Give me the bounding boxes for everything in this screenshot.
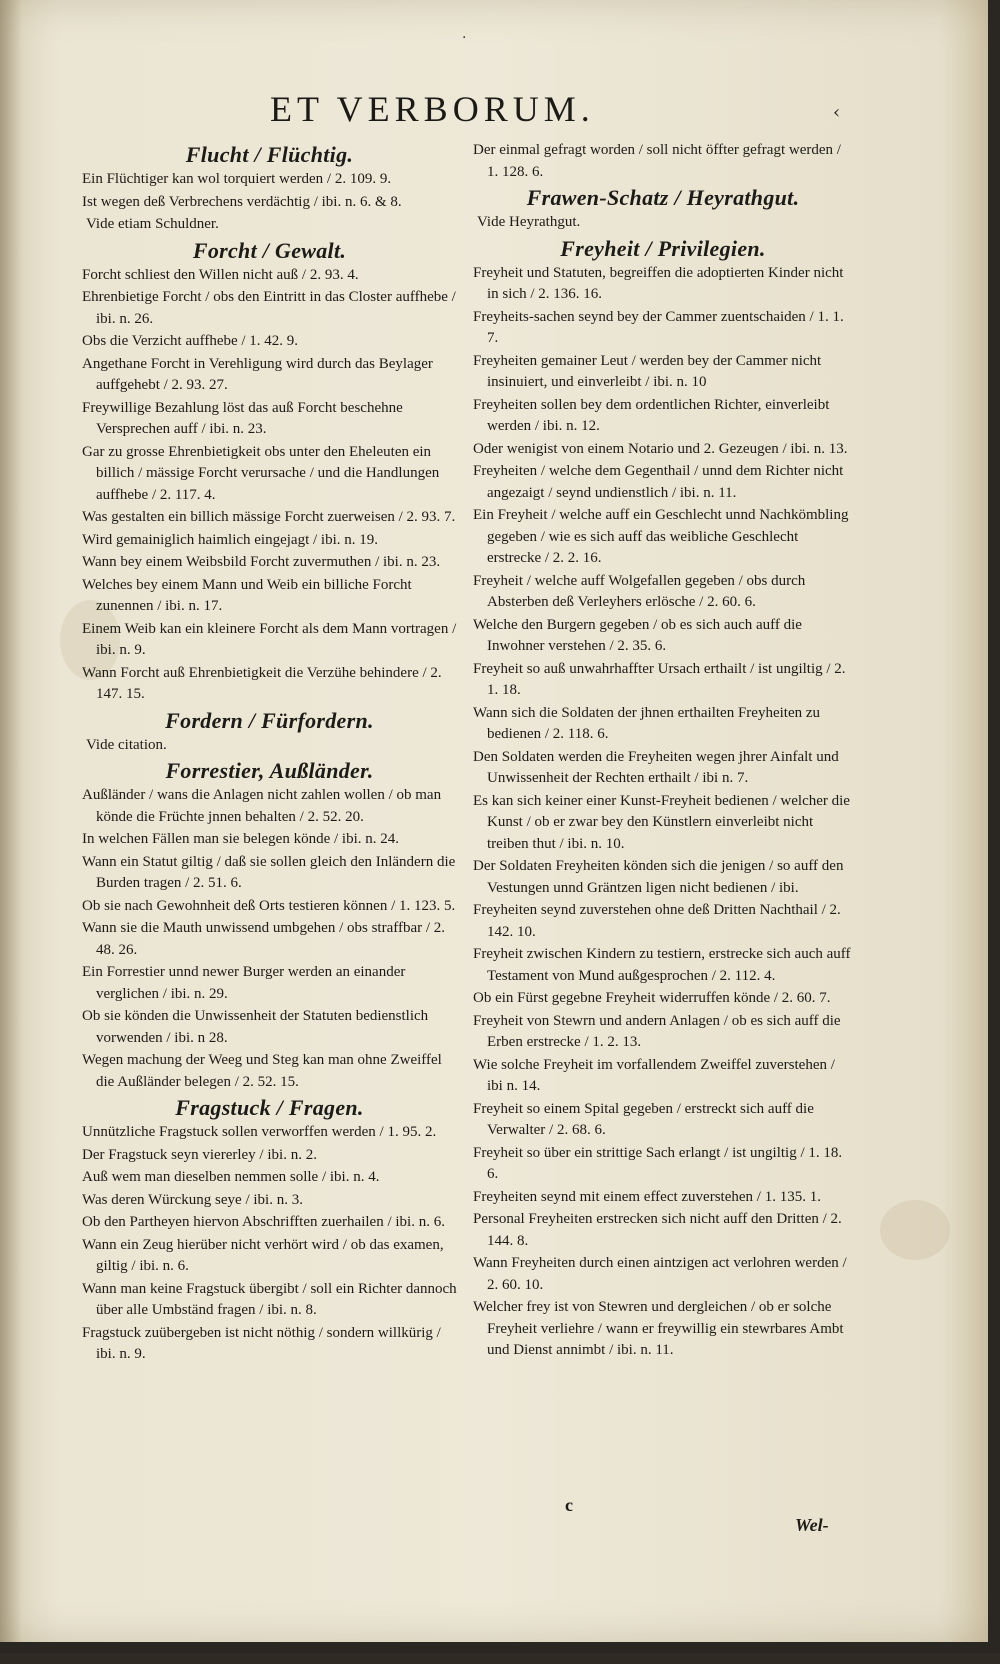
index-entry: Wann sich die Soldaten der jhnen erthailten Freyheiten zu bedienen / 2. 118. 6. <box>473 703 853 746</box>
index-entry: Wann sie die Mauth unwissend umbgehen / obs straffbar / 2. 48. 26. <box>82 918 457 961</box>
index-entry: Freyheit / welche auff Wolgefallen gegeben / obs durch Absterben deß Verleyhers erlösche / 2. 60. 6. <box>473 571 853 614</box>
index-entry: Wegen machung der Weeg und Steg kan man ohne Zweiffel die Außländer belegen / 2. 52. 15. <box>82 1050 457 1093</box>
index-entry: Wann bey einem Weibsbild Forcht zuvermuthen / ibi. n. 23. <box>82 552 457 574</box>
index-entry: Was gestalten ein billich mässige Forcht zuerweisen / 2. 93. 7. <box>82 507 457 529</box>
index-entry: Ein Forrestier unnd newer Burger werden an einander verglichen / ibi. n. 29. <box>82 962 457 1005</box>
index-entry: Forcht schliest den Willen nicht auß / 2. 93. 4. <box>82 265 457 287</box>
spine-shadow <box>0 0 22 1642</box>
catchword: Wel- <box>795 1515 829 1536</box>
index-entry: Wann Freyheiten durch einen aintzigen act verlohren werden / 2. 60. 10. <box>473 1253 853 1296</box>
index-heading: Forcht / Gewalt. <box>82 237 457 264</box>
index-heading: Forrestier, Außländer. <box>82 757 457 784</box>
index-entry: Freyheits-sachen seynd bey der Cammer zuentschaiden / 1. 1. 7. <box>473 307 853 350</box>
index-entry: Freyheit von Stewrn und andern Anlagen / ob es sich auff die Erben erstrecke / 1. 2. 13. <box>473 1011 853 1054</box>
left-column <box>82 140 457 1367</box>
index-entry: Freyheiten / welche dem Gegenthail / unnd dem Richter nicht angezaigt / seynd undienstlich / ibi. n. 11. <box>473 461 853 504</box>
index-entry: Wann Forcht auß Ehrenbietigkeit die Verzühe behindere / 2. 147. 15. <box>82 663 457 706</box>
index-entry: Welches bey einem Mann und Weib ein billiche Forcht zunennen / ibi. n. 17. <box>82 575 457 618</box>
index-entry: Freyheit so auß unwahrhaffter Ursach erthailt / ist ungiltig / 2. 1. 18. <box>473 659 853 702</box>
index-entry: Ob sie könden die Unwissenheit der Statuten bedienstlich vorwenden / ibi. n 28. <box>82 1006 457 1049</box>
index-entry: Auß wem man dieselben nemmen solle / ibi. n. 4. <box>82 1167 457 1189</box>
index-entry: Wann man keine Fragstuck übergibt / soll ein Richter dannoch über alle Umbständ fragen / ibi. n. 8. <box>82 1279 457 1322</box>
index-heading: Frawen-Schatz / Heyrathgut. <box>473 184 853 211</box>
index-entry: Wird gemainiglich haimlich eingejagt / ibi. n. 19. <box>82 530 457 552</box>
index-entry: Freyheit so über ein strittige Sach erlangt / ist ungiltig / 1. 18. 6. <box>473 1143 853 1186</box>
index-entry: Wann ein Statut giltig / daß sie sollen gleich den Inländern die Burden tragen / 2. 51. 6. <box>82 852 457 895</box>
index-entry: Ist wegen deß Verbrechens verdächtig / ibi. n. 6. & 8. <box>82 192 457 214</box>
index-entry: Der einmal gefragt worden / soll nicht öffter gefragt werden / 1. 128. 6. <box>473 140 853 183</box>
cross-reference: Vide etiam Schuldner. <box>82 214 457 236</box>
index-heading: Flucht / Flüchtig. <box>82 141 457 168</box>
index-entry: Unnützliche Fragstuck sollen verworffen werden / 1. 95. 2. <box>82 1122 457 1144</box>
index-entry: Ehrenbietige Forcht / obs den Eintritt in das Closter auffhebe / ibi. n. 26. <box>82 287 457 330</box>
index-entry: Freyheit zwischen Kindern zu testiern, erstrecke sich auch auff Testament von Mund außgesprochen / 2. 112. 4. <box>473 944 853 987</box>
index-heading: Fragstuck / Fragen. <box>82 1094 457 1121</box>
index-entry: Oder wenigist von einem Notario und 2. Gezeugen / ibi. n. 13. <box>473 439 853 461</box>
index-entry: Was deren Würckung seye / ibi. n. 3. <box>82 1190 457 1212</box>
index-entry: Angethane Forcht in Verehligung wird durch das Beylager auffgehebt / 2. 93. 27. <box>82 354 457 397</box>
signature-mark: c <box>565 1495 573 1516</box>
top-mark: · <box>462 30 466 46</box>
head-mark: ‹ <box>833 102 840 123</box>
running-head: ET VERBORUM. <box>270 88 650 130</box>
index-entry: Fragstuck zuübergeben ist nicht nöthig / sondern willkürig / ibi. n. 9. <box>82 1323 457 1366</box>
index-entry: Wie solche Freyheit im vorfallendem Zweiffel zuverstehen / ibi n. 14. <box>473 1055 853 1098</box>
paper-stain <box>880 1200 950 1260</box>
index-entry: Freyheiten seynd mit einem effect zuverstehen / 1. 135. 1. <box>473 1187 853 1209</box>
index-entry: Welcher frey ist von Stewren und dergleichen / ob er solche Freyheit verliehre / wann er freywillig ein stewrbares Ambt und Dienst annimbt / ibi. n. 11. <box>473 1297 853 1362</box>
index-entry: Ein Flüchtiger kan wol torquiert werden / 2. 109. 9. <box>82 169 457 191</box>
cross-reference: Vide citation. <box>82 735 457 757</box>
index-entry: Ein Freyheit / welche auff ein Geschlecht unnd Nachkömbling gegeben / wie es sich auff das weibliche Geschlecht erstrecke / 2. 2. 16. <box>473 505 853 570</box>
right-column <box>473 140 853 1363</box>
index-entry: Freyheiten seynd zuverstehen ohne deß Dritten Nachthail / 2. 142. 10. <box>473 900 853 943</box>
index-entry: Freyheit und Statuten, begreiffen die adoptierten Kinder nicht in sich / 2. 136. 16. <box>473 263 853 306</box>
index-entry: Personal Freyheiten erstrecken sich nicht auff den Dritten / 2. 144. 8. <box>473 1209 853 1252</box>
index-entry: Freywillige Bezahlung löst das auß Forcht beschehne Versprechen auff / ibi. n. 23. <box>82 398 457 441</box>
index-entry: Freyheiten sollen bey dem ordentlichen Richter, einverleibt werden / ibi. n. 12. <box>473 395 853 438</box>
index-entry: Außländer / wans die Anlagen nicht zahlen wollen / ob man könde die Früchte jnnen behalten / 2. 52. 20. <box>82 785 457 828</box>
index-entry: In welchen Fällen man sie belegen könde / ibi. n. 24. <box>82 829 457 851</box>
index-entry: Der Fragstuck seyn viererley / ibi. n. 2. <box>82 1145 457 1167</box>
index-heading: Freyheit / Privilegien. <box>473 235 853 262</box>
index-heading: Fordern / Fürfordern. <box>82 707 457 734</box>
index-entry: Es kan sich keiner einer Kunst-Freyheit bedienen / welcher die Kunst / ob er zwar bey den Künstlern einverleibt nicht treiben thut / ibi. n. 10. <box>473 791 853 856</box>
index-entry: Welche den Burgern gegeben / ob es sich auch auff die Inwohner verstehen / 2. 35. 6. <box>473 615 853 658</box>
index-entry: Freyheit so einem Spital gegeben / erstreckt sich auff die Verwalter / 2. 68. 6. <box>473 1099 853 1142</box>
index-entry: Ob ein Fürst gegebne Freyheit widerruffen könde / 2. 60. 7. <box>473 988 853 1010</box>
index-entry: Einem Weib kan ein kleinere Forcht als dem Mann vortragen / ibi. n. 9. <box>82 619 457 662</box>
index-entry: Obs die Verzicht auffhebe / 1. 42. 9. <box>82 331 457 353</box>
index-entry: Gar zu grosse Ehrenbietigkeit obs unter den Eheleuten ein billich / mässige Forcht verursache / und die Handlungen auffhebe / 2. 117. 4. <box>82 442 457 507</box>
cross-reference: Vide Heyrathgut. <box>473 212 853 234</box>
index-entry: Ob den Partheyen hiervon Abschrifften zuerhailen / ibi. n. 6. <box>82 1212 457 1234</box>
index-entry: Ob sie nach Gewohnheit deß Orts testieren können / 1. 123. 5. <box>82 896 457 918</box>
book-edge-bottom <box>0 1653 1000 1664</box>
index-entry: Der Soldaten Freyheiten könden sich die jenigen / so auff den Vestungen unnd Gräntzen ligen nicht bedienen / ibi. <box>473 856 853 899</box>
index-entry: Den Soldaten werden die Freyheiten wegen jhrer Ainfalt und Unwissenheit der Rechten erthailt / ibi n. 7. <box>473 747 853 790</box>
index-entry: Freyheiten gemainer Leut / werden bey der Cammer nicht insinuiert, und einverleibt / ibi. n. 10 <box>473 351 853 394</box>
index-entry: Wann ein Zeug hierüber nicht verhört wird / ob das examen, giltig / ibi. n. 6. <box>82 1235 457 1278</box>
